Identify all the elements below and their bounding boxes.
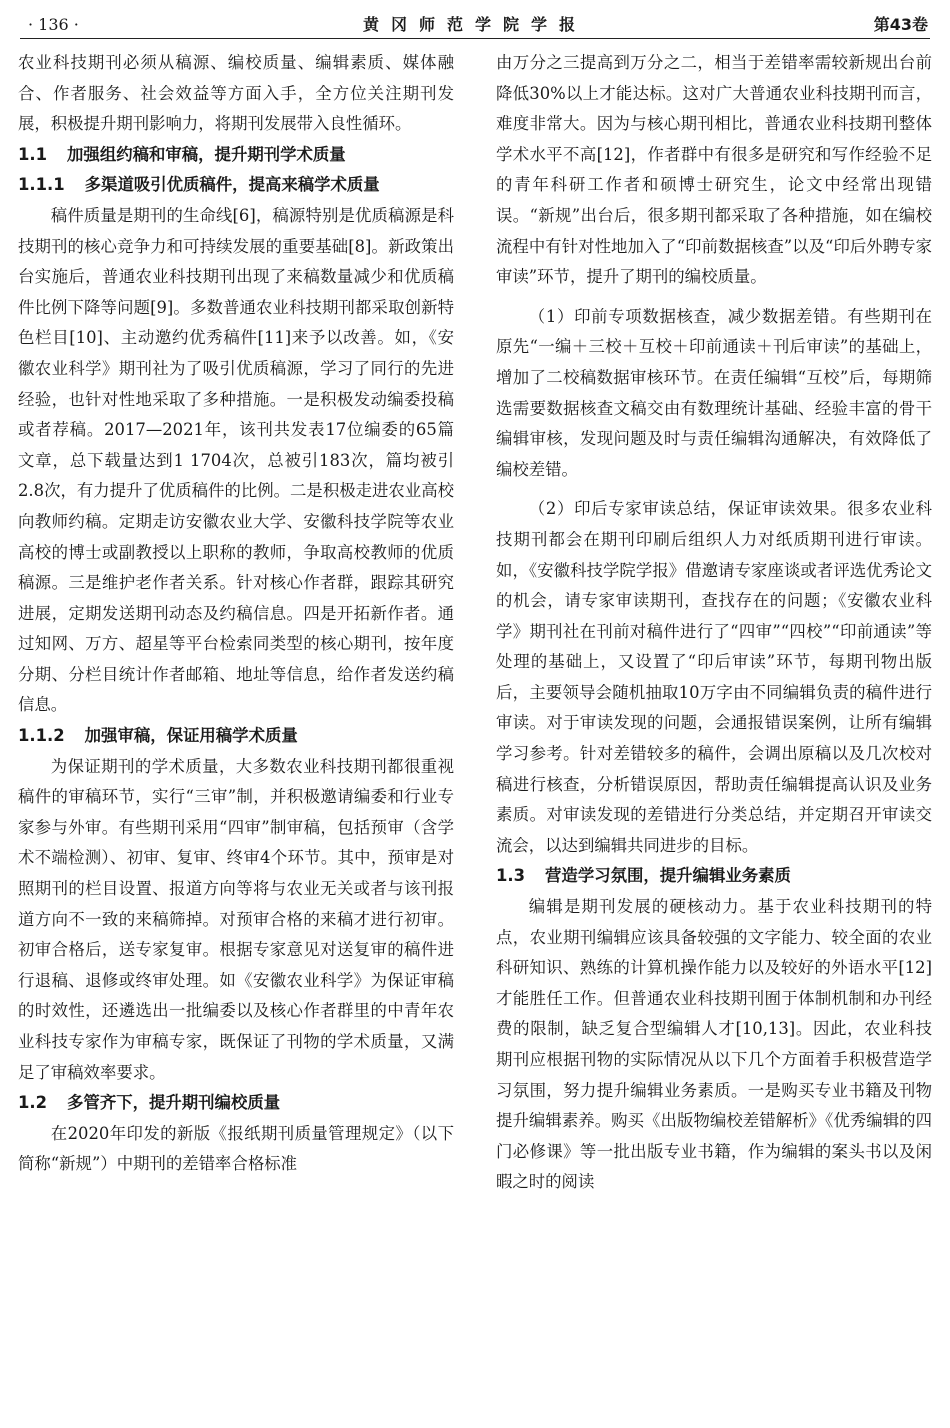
paragraph: 稿件质量是期刊的生命线[6]，稿源特别是优质稿源是科技期刊的核心竞争力和可持续发展的重要基础[8]。新政策出台实施后，普通农业科技期刊出现了来稿数量减少和优质稿件比例下降等问题[9]。多数普通农业科技期刊都采取创新特色栏目[10]、主动邀约优秀稿件[11]来予以改善。如，《安徽农业科学》期刊社为了吸引优质稿源，学习了同行的先进经验，也针对性地采取了多种措施。一是积极发动编委投稿或者荐稿。2017—2021年，该刊共发表17位编委的65篇文章，总下载量达到1 1704次，总被引183次，篇均被引2.8次，有力提升了优质稿件的比例。二是积极走进农业高校向教师约稿。定期走访安徽农业大学、安徽科技学院等农业高校的博士或副教授以上职称的教师，争取高校教师的优质稿源。三是维护老作者关系。针对核心作者群，跟踪其研究进展，定期发送期刊动态及约稿信息。四是开拓新作者。通过知网、万方、超星等平台检索同类型的核心期刊，按年度分期、分栏目统计作者邮箱、地址等信息，给作者发送约稿信息。 <box>18 205 454 715</box>
section-title: 加强组约稿和审稿，提升期刊学术质量 <box>67 144 346 164</box>
volume-label: 第43卷 <box>873 15 928 34</box>
section-heading-1-2 <box>18 1088 454 1119</box>
section-number: 1.2 <box>18 1093 48 1113</box>
paragraph: （1）印前专项数据核查，减少数据差错。有些期刊在原先“一编＋三校＋互校＋印前通读＋刊后审读”的基础上，增加了二校稿数据审核环节。在责任编辑“互校”后，每期筛选需要数据核查文稿交由有数理统计基础、经验丰富的骨干编辑审核，发现问题及时与责任编辑沟通解决，有效降低了编校差错。 <box>496 306 932 479</box>
section-title: 营造学习氛围，提升编辑业务素质 <box>545 866 791 886</box>
running-header <box>20 12 930 39</box>
section-heading-1-1 <box>18 140 454 171</box>
paragraph: 农业科技期刊必须从稿源、编校质量、编辑素质、媒体融合、作者服务、社会效益等方面入手，全方位关注期刊发展，积极提升期刊影响力，将期刊发展带入良性循环。 <box>18 53 454 134</box>
section-title: 多渠道吸引优质稿件，提高来稿学术质量 <box>84 175 380 195</box>
paragraph-gap <box>496 293 932 302</box>
section-title: 多管齐下，提升期刊编校质量 <box>67 1093 281 1113</box>
paragraph: 为保证期刊的学术质量，大多数农业科技期刊都很重视稿件的审稿环节，实行“三审”制，并积极邀请编委和行业专家参与外审。有些期刊采用“四审”制审稿，包括预审（含学术不端检测）、初审、复审、终审4个环节。其中，预审是对照期刊的栏目设置、报道方向等将与农业无关或者与该刊报道方向不一致的来稿筛掉。对预审合格的来稿才进行初审。初审合格后，送专家复审。根据专家意见对送复审的稿件进行退稿、退修或终审处理。如《安徽农业科学》为保证审稿的时效性，还遴选出一批编委以及核心作者群里的中青年农业科技专家作为审稿专家，既保证了刊物的学术质量，又满足了审稿效率要求。 <box>18 756 454 1082</box>
section-heading-1-1-2 <box>18 721 454 752</box>
section-number: 1.3 <box>496 866 526 886</box>
section-number: 1.1.1 <box>18 175 65 195</box>
left-column <box>18 48 454 1180</box>
paragraph: 编辑是期刊发展的硬核动力。基于农业科技期刊的特点，农业期刊编辑应该具备较强的文字能力、较全面的农业科研知识、熟练的计算机操作能力以及较好的外语水平[12]才能胜任工作。但普通农业科技期刊囿于体制机制和办刊经费的限制，缺乏复合型编辑人才[10,13]。因此，农业科技期刊应根据刊物的实际情况从以下几个方面着手积极营造学习氛围，努力提升编辑业务素质。一是购买专业书籍及刊物提升编辑素养。购买《出版物编校差错解析》《优秀编辑的四门必修课》等一批出版专业书籍，作为编辑的案头书以及闲暇之时的阅读 <box>496 897 932 1192</box>
section-number: 1.1 <box>18 144 48 164</box>
journal-title: 黄冈师范学院学报 <box>362 15 587 34</box>
section-title: 加强审稿，保证用稿学术质量 <box>84 726 298 746</box>
section-heading-1-1-1 <box>18 170 454 201</box>
paragraph-gap <box>496 485 932 494</box>
paragraph: 在2020年印发的新版《报纸期刊质量管理规定》（以下简称“新规”）中期刊的差错率合格标准 <box>18 1123 454 1174</box>
paragraph: 由万分之三提高到万分之二，相当于差错率需较新规出台前降低30%以上才能达标。这对广大普通农业科技期刊而言，难度非常大。因为与核心期刊相比，普通农业科技期刊整体学术水平不高[12]，作者群中有很多是研究和写作经验不足的青年科研工作者和硕博士研究生，论文中经常出现错误。“新规”出台后，很多期刊都采取了各种措施，如在编校流程中有针对性地加入了“印前数据核查”以及“印后外聘专家审读”环节，提升了期刊的编校质量。 <box>496 53 932 287</box>
section-heading-1-3 <box>496 861 932 892</box>
section-number: 1.1.2 <box>18 726 65 746</box>
page-number: · 136 · <box>28 15 79 34</box>
right-column <box>496 48 932 1198</box>
paragraph: （2）印后专家审读总结，保证审读效果。很多农业科技期刊都会在期刊印刷后组织人力对纸质期刊进行审读。如，《安徽科技学院学报》借邀请专家座谈或者评选优秀论文的机会，请专家审读期刊，查找存在的问题；《安徽农业科学》期刊社在刊前对稿件进行了“四审”“四校”“印前通读”等处理的基础上，又设置了“印后审读”环节，每期刊物出版后，主要领导会随机抽取10万字由不同编辑负责的稿件进行审读。对于审读发现的问题，会通报错误案例，让所有编辑学习参考。针对差错较多的稿件，会调出原稿以及几次校对稿进行核查，分析错误原因，帮助责任编辑提高认识及业务素质。对审读发现的差错进行分类总结，并定期召开审读交流会，以达到编辑共同进步的目标。 <box>496 499 932 855</box>
